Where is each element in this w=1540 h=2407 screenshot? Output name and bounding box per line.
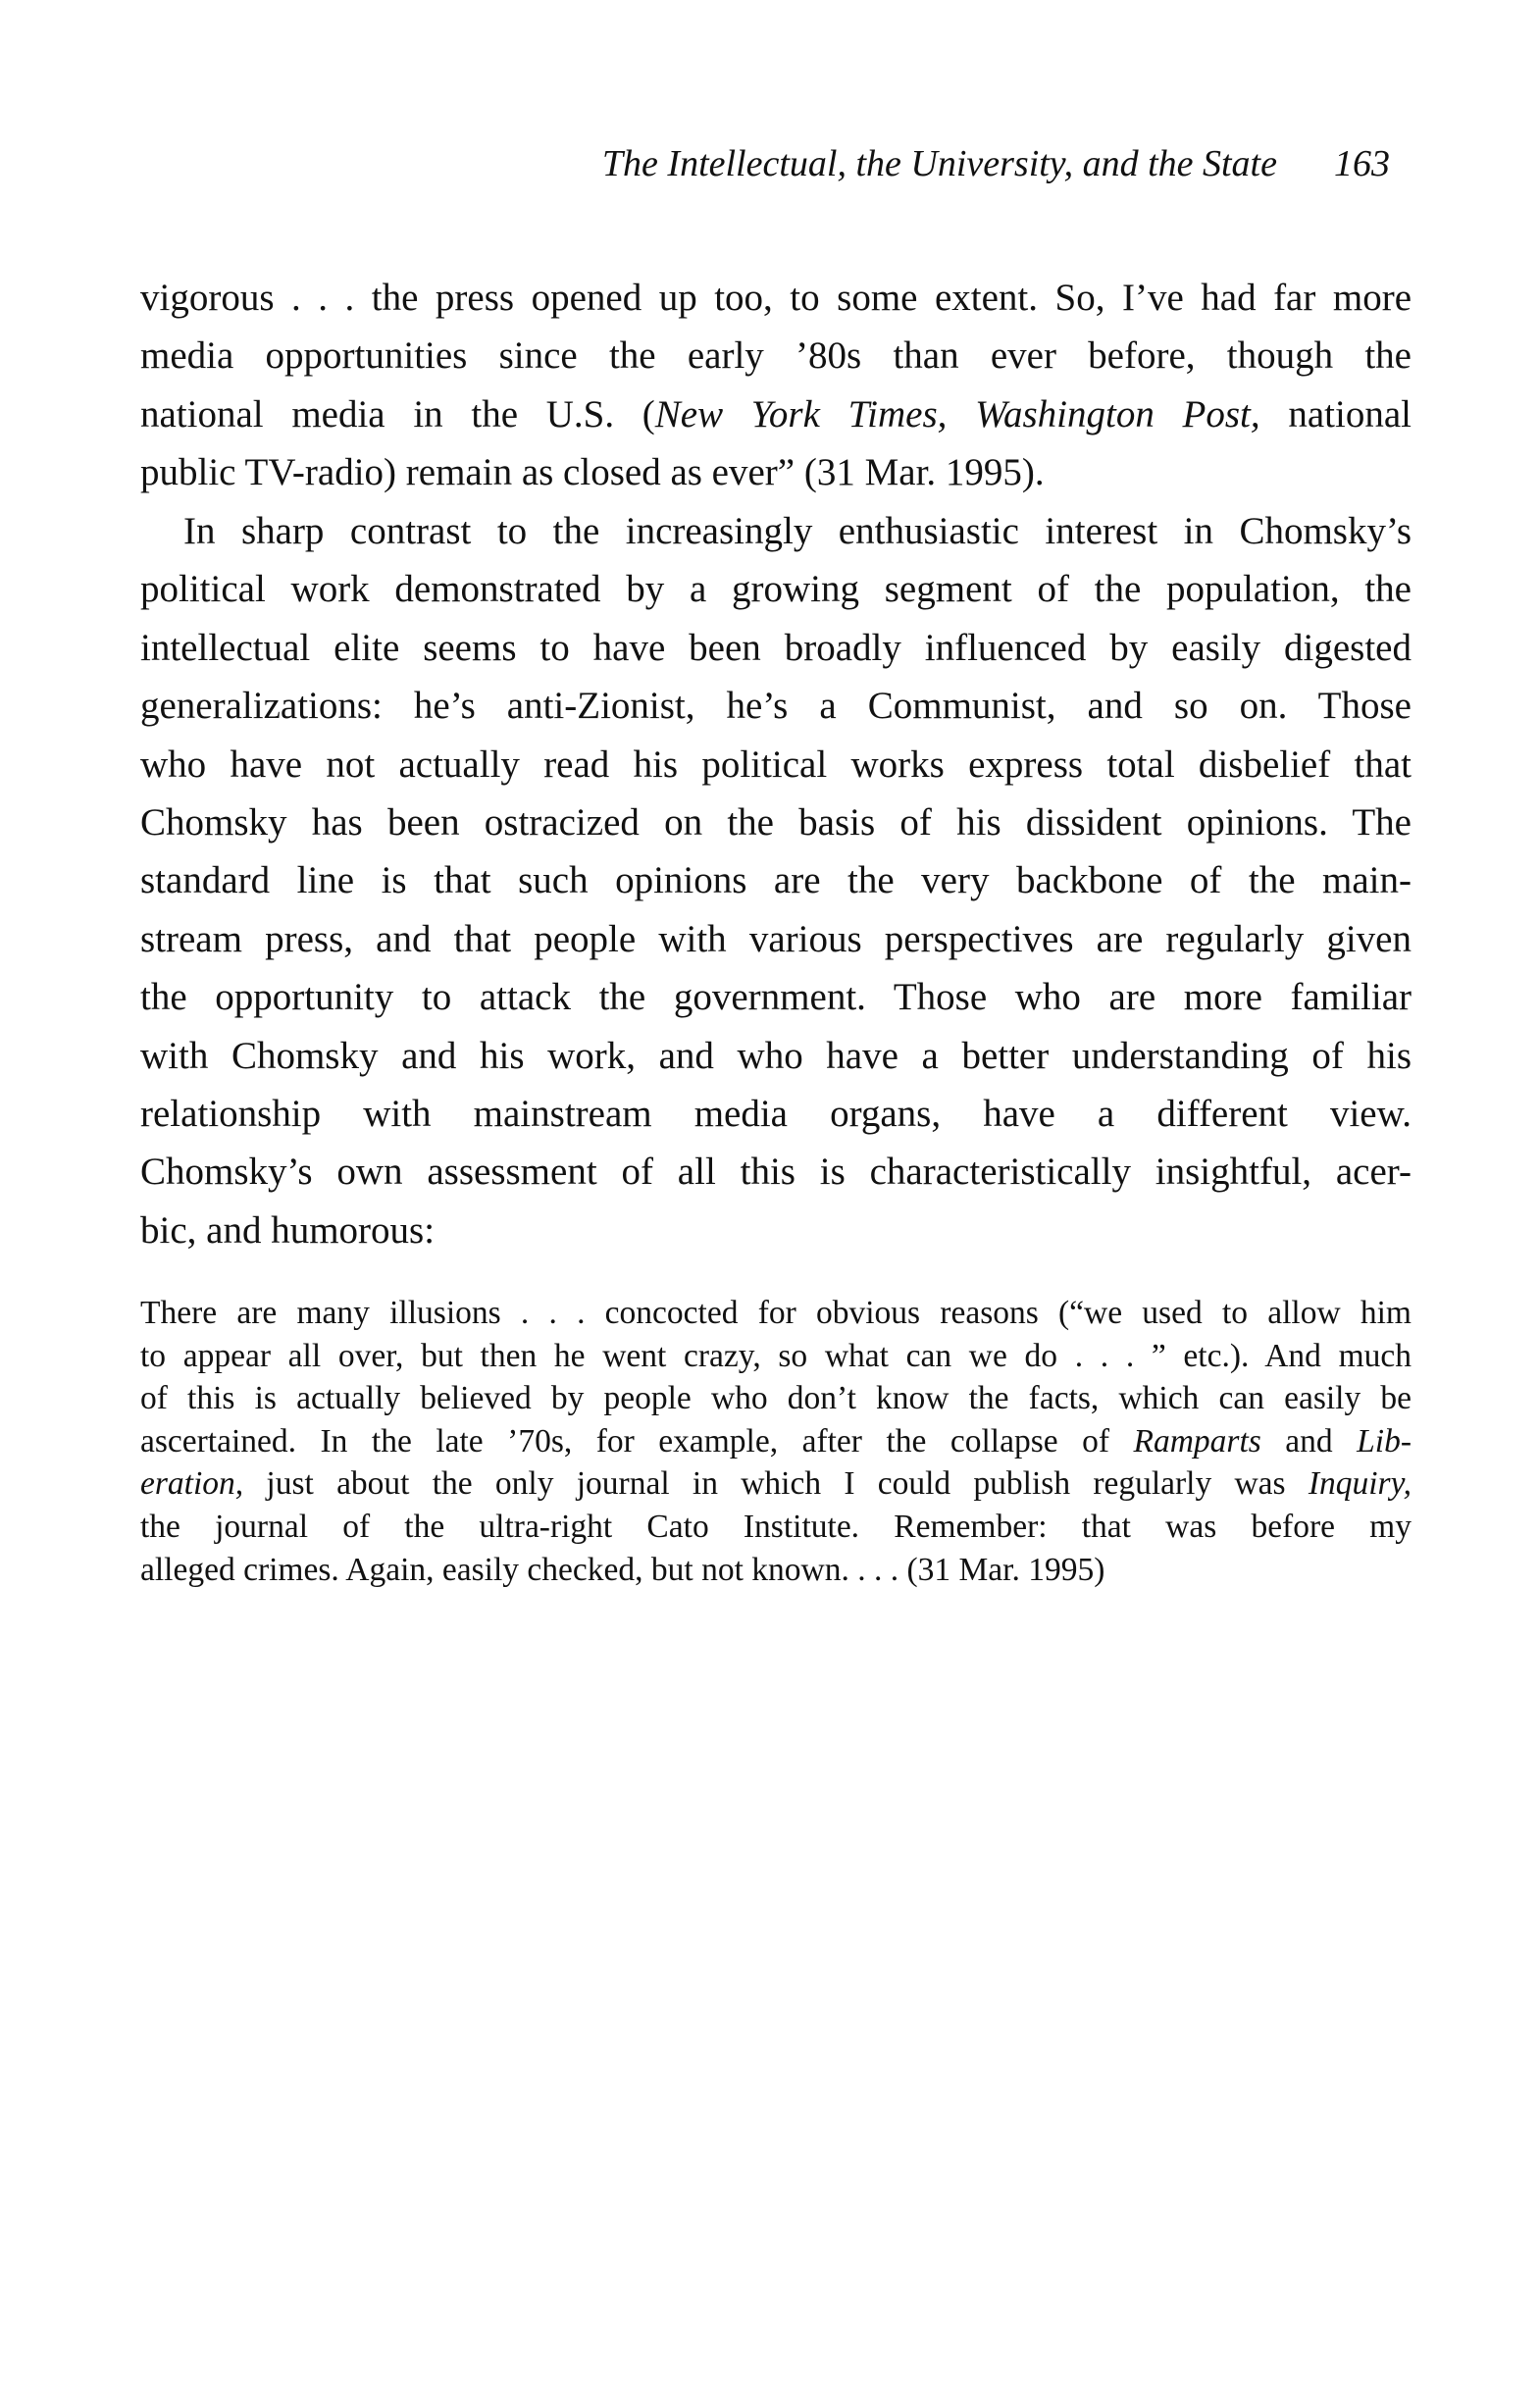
running-head-title: The Intellectual, the University, and the State — [601, 143, 1277, 184]
block-quote — [140, 1292, 1412, 1591]
quote-line: alleged crimes. Again, easily checked, but not known. . . . (31 Mar. 1995) — [140, 1551, 1105, 1588]
italic-title-ramparts: Ramparts — [1133, 1422, 1261, 1460]
text-line: media opportunities since the early ’80s than ever before, though the — [140, 334, 1412, 378]
text-line: Chomsky has been ostracized on the basis of his dissident opinions. The — [140, 800, 1412, 844]
paragraph-continued — [140, 269, 1412, 502]
text-line: vigorous . . . the press opened up too, to some extent. So, I’ve had far more — [140, 277, 1412, 319]
text-segment: national — [1259, 392, 1412, 435]
text-line: Chomsky’s own assessment of all this is characteristically insightful, acer- — [140, 1151, 1412, 1194]
text-line: In sharp contrast to the increasingly enthusiastic interest in Chomsky’s — [183, 510, 1412, 552]
quote-line: to appear all over, but then he went crazy, so what can we do . . . ” etc.). And much — [140, 1337, 1412, 1374]
page-number: 163 — [1334, 143, 1390, 184]
text-line: the opportunity to attack the government. Those who are more familiar — [140, 976, 1412, 1019]
paragraph — [140, 502, 1412, 1259]
text-segment: national media in the U.S. ( — [140, 392, 655, 435]
quote-line: There are many illusions . . . concocted for obvious reasons (“we used to allow him — [140, 1295, 1412, 1331]
text-segment: ascertained. In the late ’70s, for example, after the collapse of — [140, 1422, 1134, 1460]
text-line: standard line is that such opinions are the very backbone of the main- — [140, 859, 1412, 902]
quote-line: the journal of the ultra-right Cato Institute. Remember: that was before my — [140, 1508, 1412, 1545]
text-line: bic, and humorous: — [140, 1208, 436, 1252]
quote-line — [140, 1420, 1412, 1463]
text-line: generalizations: he’s anti-Zionist, he’s a Communist, and so on. Those — [140, 685, 1412, 728]
text-line: political work demonstrated by a growing segment of the population, the — [140, 568, 1412, 611]
text-line: who have not actually read his political works express total disbelief that — [140, 743, 1412, 786]
text-segment: and — [1260, 1422, 1358, 1460]
italic-publication-names: New York Times, Washington Post, — [654, 392, 1260, 435]
italic-title-inquiry: Inquiry, — [1308, 1465, 1412, 1503]
quote-line — [140, 1462, 1412, 1506]
text-line — [140, 385, 1412, 443]
quote-line: of this is actually believed by people who don’t know the facts, which can easily be — [140, 1380, 1412, 1417]
italic-title-liberation-end: eration, — [140, 1465, 244, 1503]
running-head — [137, 139, 1390, 188]
italic-title-liberation: Lib- — [1357, 1422, 1412, 1460]
text-segment: just about the only journal in which I could publish regularly was — [243, 1465, 1309, 1503]
text-line: relationship with mainstream media organs, have a different view. — [140, 1092, 1412, 1135]
text-line: public TV-radio) remain as closed as ever” (31 Mar. 1995). — [140, 451, 1045, 494]
text-line: with Chomsky and his work, and who have a better understanding of his — [140, 1034, 1412, 1077]
text-line: stream press, and that people with various perspectives are regularly given — [140, 917, 1412, 960]
text-line: intellectual elite seems to have been broadly influenced by easily digested — [140, 626, 1412, 669]
